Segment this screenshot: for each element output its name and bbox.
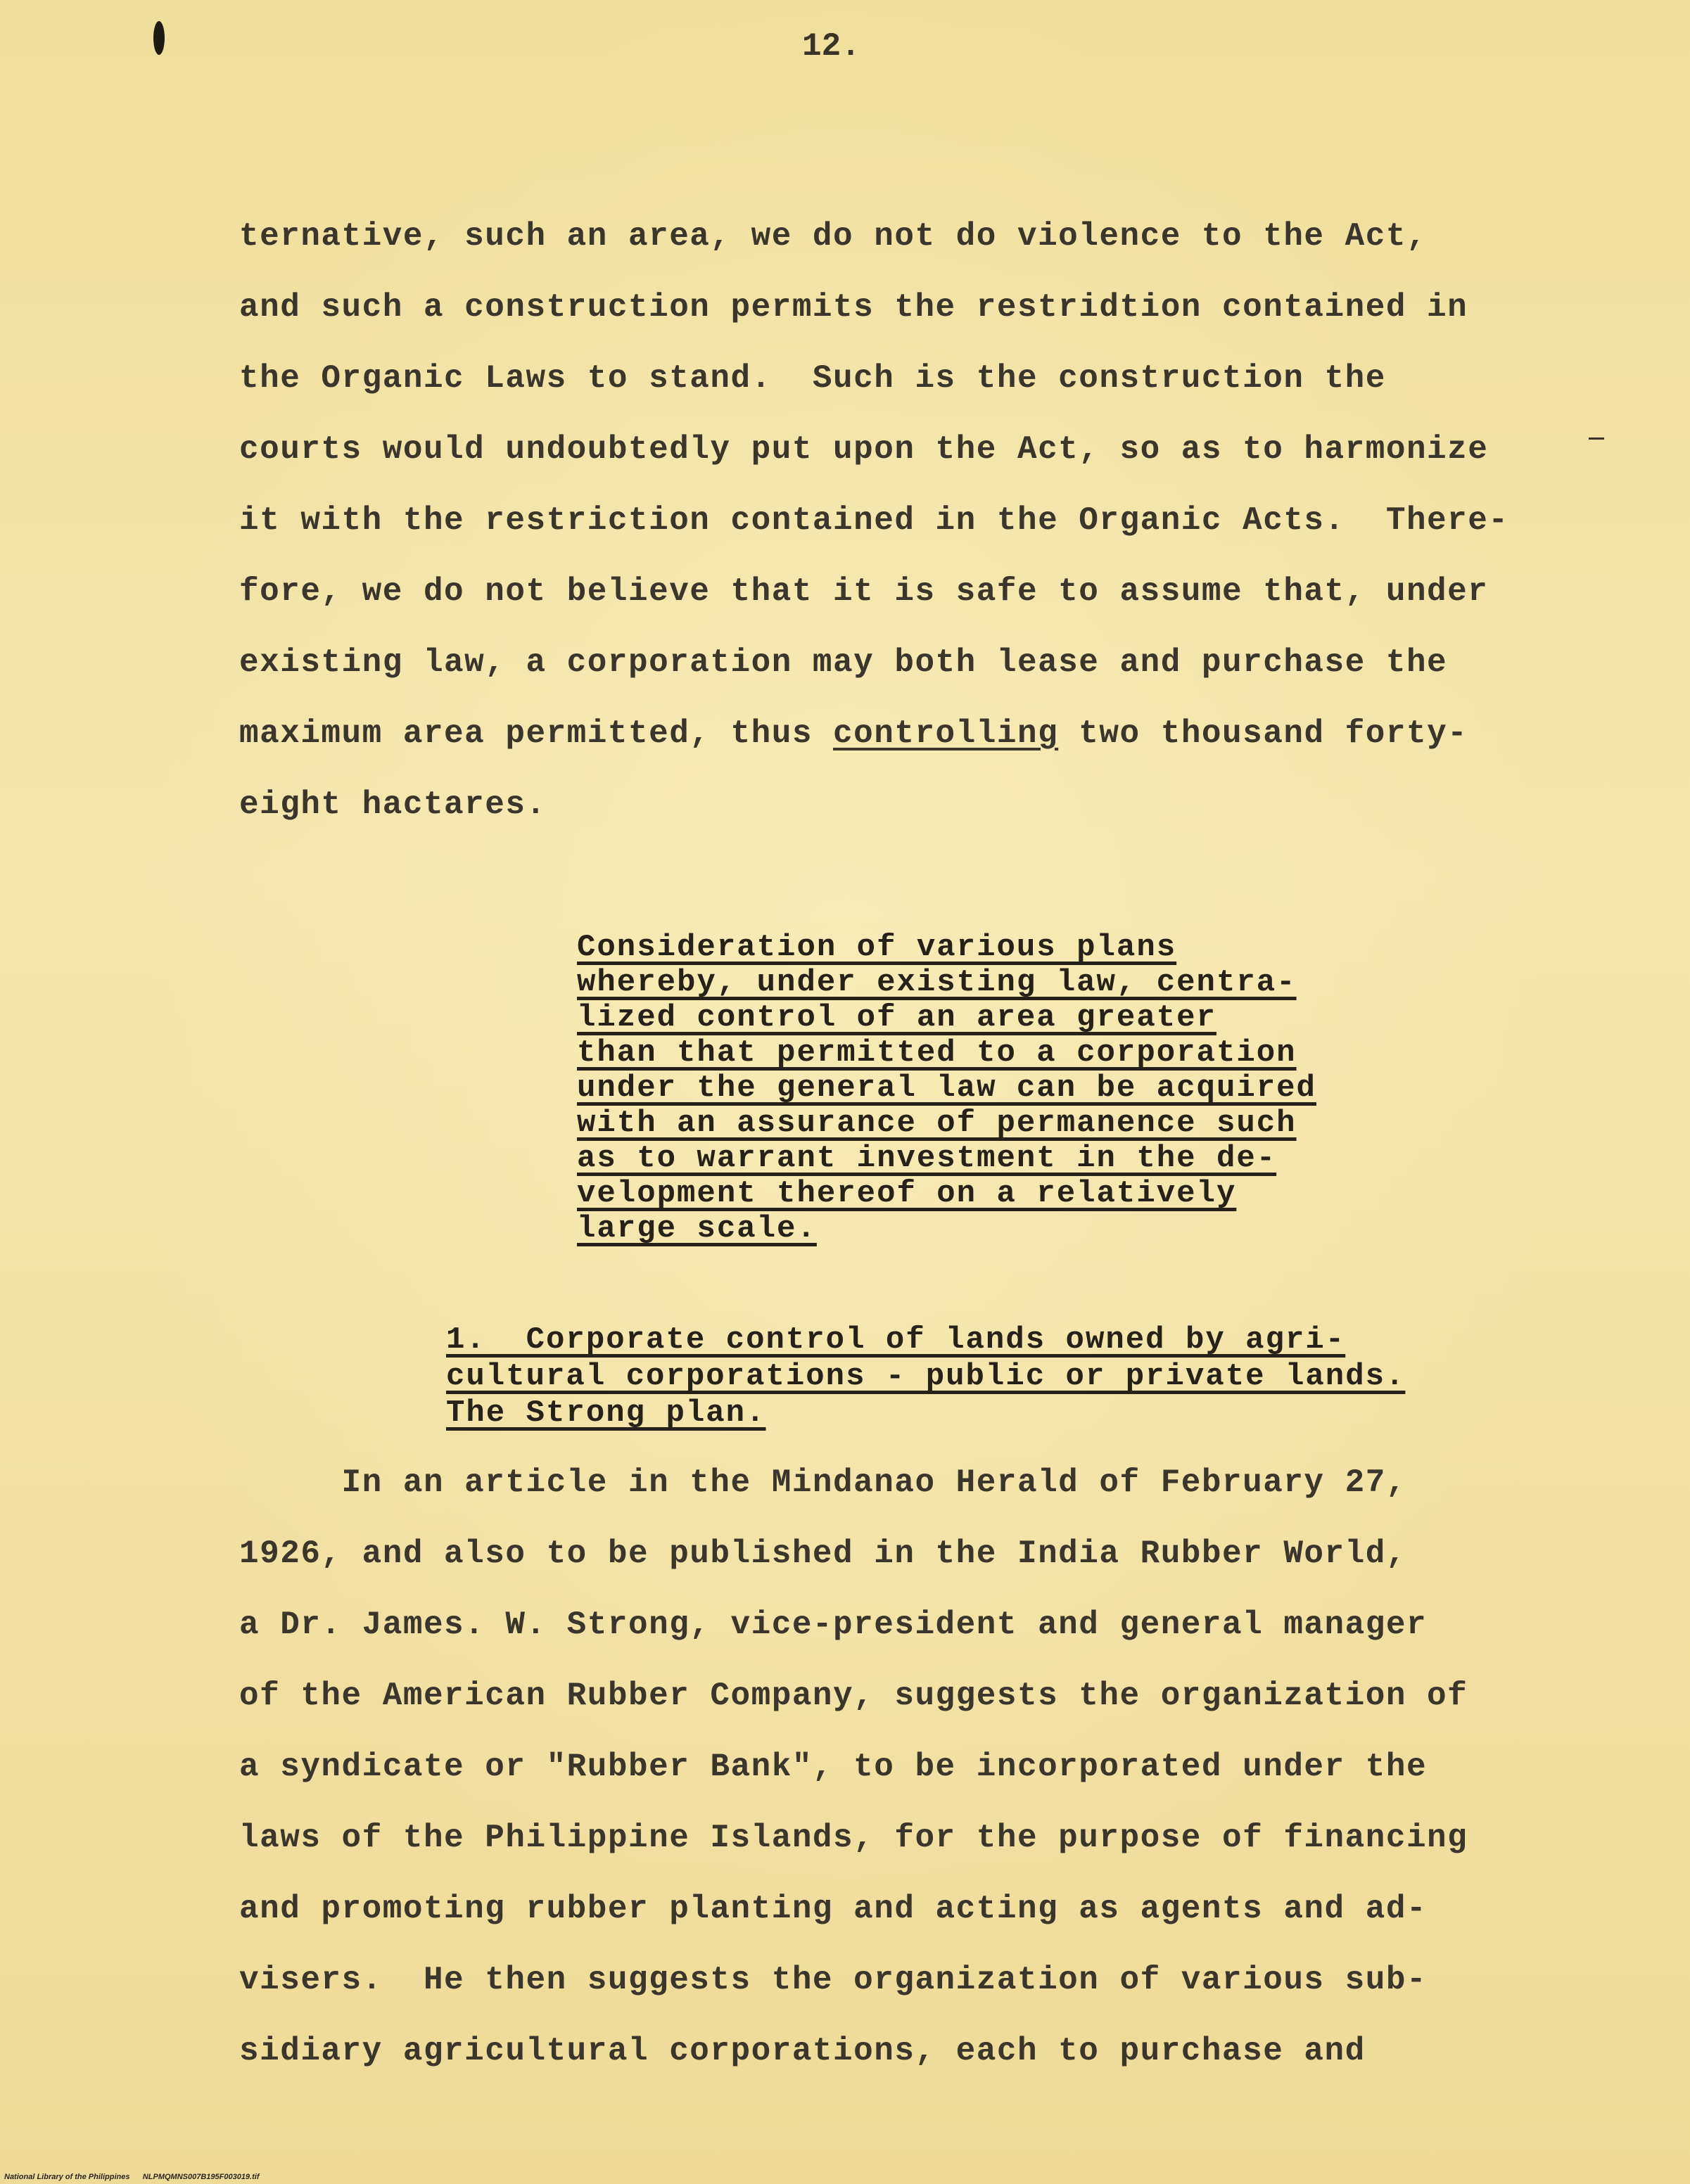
- paragraph-2: [239, 1464, 1576, 2104]
- paragraph-1: [239, 218, 1576, 857]
- text-segment: maximum area permitted, thus: [239, 715, 834, 752]
- text-segment: two thousand forty-: [1058, 715, 1468, 752]
- text-line: sidiary agricultural corporations, each to purchase and: [239, 2033, 1366, 2069]
- text-line: [239, 715, 1576, 786]
- text-line: courts would undoubtedly put upon the Act, so as to harmonize: [239, 431, 1489, 468]
- heading-line: as to warrant investment in the de-: [577, 1141, 1277, 1176]
- ink-blot: [153, 21, 165, 55]
- heading-line: with an assurance of permanence such: [577, 1106, 1297, 1141]
- scan-footer: [4, 2173, 260, 2181]
- text-line: a syndicate or "Rubber Bank", to be incorporated under the: [239, 1749, 1428, 1785]
- heading-line: under the general law can be acquired: [577, 1071, 1316, 1106]
- heading-line: The Strong plan.: [446, 1396, 766, 1431]
- page-number: 12.: [802, 28, 860, 65]
- heading-line: large scale.: [577, 1211, 817, 1246]
- underlined-word: controlling: [833, 715, 1059, 752]
- margin-dash-mark: [1589, 438, 1604, 440]
- text-line: it with the restriction contained in the Organic Acts. There-: [239, 502, 1509, 539]
- heading-line: lized control of an area greater: [577, 1000, 1216, 1035]
- side-heading: [577, 930, 1421, 1246]
- heading-line: velopment thereof on a relatively: [577, 1176, 1237, 1211]
- text-line: ternative, such an area, we do not do violence to the Act,: [239, 218, 1428, 255]
- text-line: a Dr. James. W. Strong, vice-president and general manager: [239, 1607, 1428, 1643]
- text-line: and such a construction permits the restridtion contained in: [239, 289, 1468, 326]
- library-credit: National Library of the Philippines: [4, 2173, 130, 2181]
- text-line: In an article in the Mindanao Herald of February 27,: [239, 1464, 1406, 1501]
- heading-line: Consideration of various plans: [577, 930, 1177, 965]
- section-heading: [446, 1322, 1501, 1432]
- file-identifier: NLPMQMNS007B195F003019.tif: [142, 2173, 260, 2181]
- text-line: of the American Rubber Company, suggests the organization of: [239, 1678, 1468, 1714]
- text-line: and promoting rubber planting and acting as agents and ad-: [239, 1891, 1428, 1927]
- text-line: visers. He then suggests the organization of various sub-: [239, 1962, 1428, 1998]
- text-line: existing law, a corporation may both lease and purchase the: [239, 644, 1448, 681]
- heading-line: 1. Corporate control of lands owned by agri-: [446, 1322, 1346, 1358]
- heading-line: than that permitted to a corporation: [577, 1035, 1297, 1071]
- text-line: eight hactares.: [239, 786, 547, 823]
- heading-line: whereby, under existing law, centra-: [577, 965, 1297, 1000]
- text-line: fore, we do not believe that it is safe to assume that, under: [239, 573, 1489, 610]
- heading-line: cultural corporations - public or private lands.: [446, 1359, 1406, 1394]
- text-line: 1926, and also to be published in the India Rubber World,: [239, 1535, 1406, 1572]
- text-line: the Organic Laws to stand. Such is the construction the: [239, 360, 1386, 397]
- text-line: laws of the Philippine Islands, for the purpose of financing: [239, 1820, 1468, 1856]
